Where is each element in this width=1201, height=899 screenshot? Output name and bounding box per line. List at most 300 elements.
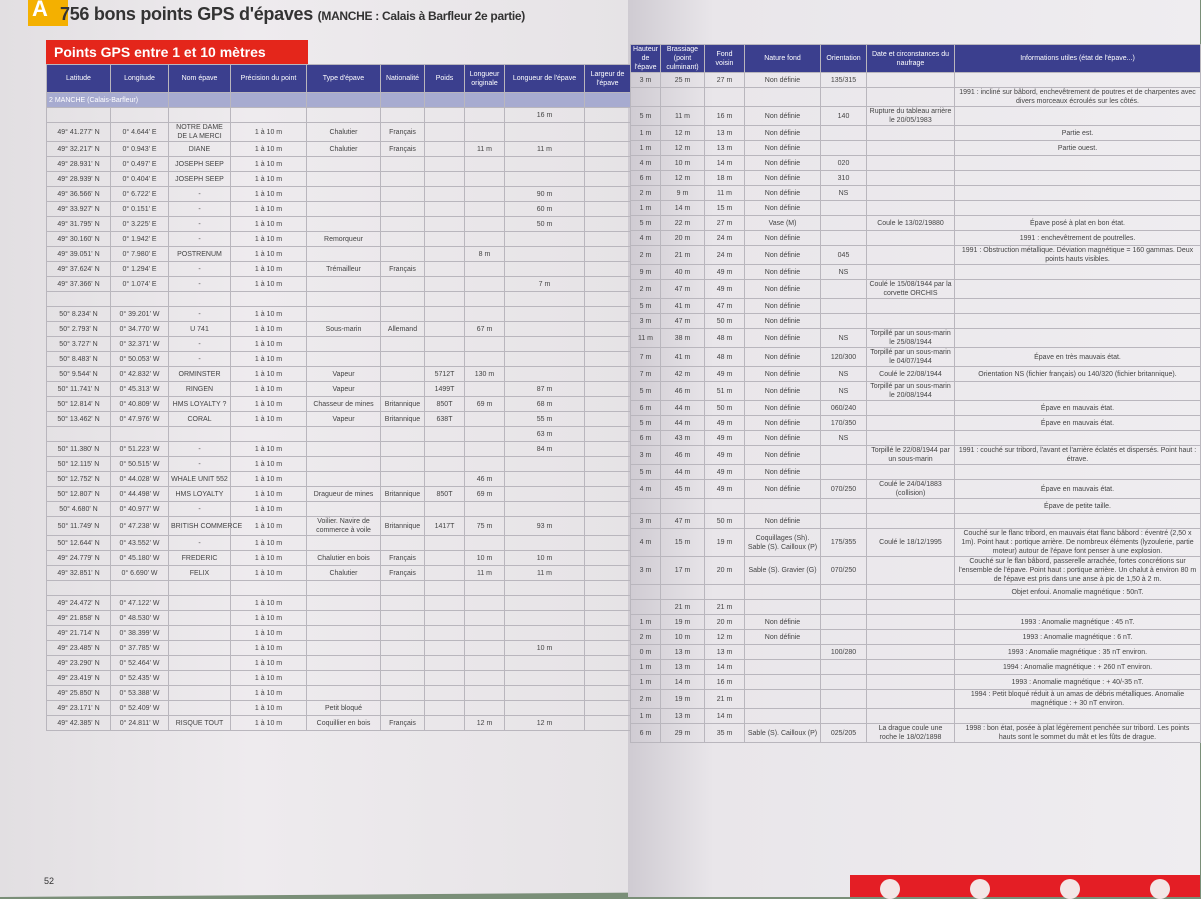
table-cell: Non définie: [745, 126, 821, 141]
table-cell: [745, 675, 821, 690]
table-cell: CORAL: [169, 412, 231, 427]
table-cell: 49° 23.485' N: [47, 641, 111, 656]
table-cell: 21 m: [705, 600, 745, 615]
table-cell: -: [169, 277, 231, 292]
table-cell: 47 m: [661, 514, 705, 529]
table-cell: [465, 352, 505, 367]
table-cell: Voilier. Navire de commerce à voile: [307, 517, 381, 536]
table-cell: [307, 202, 381, 217]
table-cell: 1993 : Anomalie magnétique : 35 nT environ.: [955, 645, 1201, 660]
table-cell: [505, 536, 585, 551]
table-cell: [955, 299, 1201, 314]
title-subtitle: (MANCHE : Calais à Barfleur 2e partie): [317, 9, 525, 23]
table-cell: 1991 : couché sur tribord, l'avant et l'arrière éclatés et dispersés. Point haut : étrave.: [955, 446, 1201, 465]
table-cell: 2 m: [631, 630, 661, 645]
table-cell: 50° 12.807' N: [47, 487, 111, 502]
table-cell: [381, 307, 425, 322]
table-cell: 1 à 10 m: [231, 596, 307, 611]
table-cell: [381, 442, 425, 457]
table-cell: [381, 502, 425, 517]
table-cell: [585, 93, 631, 108]
table-cell: [381, 596, 425, 611]
table-cell: HMS LOYALTY ?: [169, 397, 231, 412]
table-cell: [821, 585, 867, 600]
table-cell: [169, 108, 231, 123]
table-cell: [465, 502, 505, 517]
table-row: [631, 557, 1201, 585]
table-cell: [867, 585, 955, 600]
table-row: [631, 201, 1201, 216]
right-table: [630, 44, 1201, 743]
table-cell: [307, 611, 381, 626]
table-cell: 0° 47.238' W: [111, 517, 169, 536]
table-cell: 12 m: [505, 716, 585, 731]
table-cell: 0° 3.225' E: [111, 217, 169, 232]
table-cell: [821, 88, 867, 107]
table-cell: 49 m: [705, 280, 745, 299]
table-cell: 1 à 10 m: [231, 352, 307, 367]
table-cell: 49 m: [705, 431, 745, 446]
table-row: [631, 630, 1201, 645]
table-cell: [381, 367, 425, 382]
table-cell: [465, 701, 505, 716]
table-cell: [381, 172, 425, 187]
table-cell: 49 m: [705, 465, 745, 480]
table-cell: [231, 581, 307, 596]
table-cell: [307, 581, 381, 596]
table-cell: [425, 427, 465, 442]
table-cell: 48 m: [705, 348, 745, 367]
table-cell: 4 m: [631, 480, 661, 499]
table-cell: 21 m: [661, 600, 705, 615]
table-cell: [307, 442, 381, 457]
left-header-row: [47, 65, 631, 93]
table-cell: [867, 675, 955, 690]
table-cell: 27 m: [705, 73, 745, 88]
table-cell: 11 m: [661, 107, 705, 126]
table-cell: 29 m: [661, 724, 705, 743]
table-cell: [425, 566, 465, 581]
table-cell: Non définie: [745, 348, 821, 367]
table-cell: [381, 93, 425, 108]
table-cell: [867, 600, 955, 615]
table-cell: [111, 581, 169, 596]
table-cell: 10 m: [465, 551, 505, 566]
table-cell: [661, 499, 705, 514]
table-cell: -: [169, 262, 231, 277]
table-cell: [307, 457, 381, 472]
table-cell: 0° 47.976' W: [111, 412, 169, 427]
table-cell: 1 à 10 m: [231, 701, 307, 716]
table-cell: [867, 171, 955, 186]
table-row: [47, 487, 631, 502]
table-cell: 175/355: [821, 529, 867, 557]
table-cell: [745, 645, 821, 660]
table-cell: 1993 : Anomalie magnétique : 6 nT.: [955, 630, 1201, 645]
table-cell: Chalutier: [307, 566, 381, 581]
table-cell: [307, 596, 381, 611]
table-row: [47, 397, 631, 412]
table-cell: Partie ouest.: [955, 141, 1201, 156]
table-cell: [585, 337, 631, 352]
title-text: 756 bons points GPS d'épaves: [60, 4, 313, 24]
table-cell: 0° 45.313' W: [111, 382, 169, 397]
table-cell: Chasseur de mines: [307, 397, 381, 412]
table-row: [47, 217, 631, 232]
table-cell: HMS LOYALTY: [169, 487, 231, 502]
table-cell: [307, 686, 381, 701]
page-number: 52: [44, 876, 55, 886]
table-cell: [821, 660, 867, 675]
table-cell: 19 m: [705, 529, 745, 557]
table-cell: 1 à 10 m: [231, 517, 307, 536]
table-cell: -: [169, 502, 231, 517]
table-cell: [585, 108, 631, 123]
table-cell: [381, 157, 425, 172]
table-cell: [505, 93, 585, 108]
table-cell: 13 m: [705, 141, 745, 156]
table-cell: 47 m: [661, 314, 705, 329]
table-row: [631, 690, 1201, 709]
table-row: [47, 142, 631, 157]
table-cell: 0° 24.811' W: [111, 716, 169, 731]
table-row: [47, 536, 631, 551]
table-cell: Torpillé le 22/08/1944 par un sous-marin: [867, 446, 955, 465]
table-cell: [425, 172, 465, 187]
table-cell: 0° 7.980' E: [111, 247, 169, 262]
table-cell: [465, 277, 505, 292]
right-header-5: Date et circonstances du naufrage: [867, 45, 955, 73]
table-cell: Couché sur le flanc tribord, en mauvais état flanc bâbord : éventré (2,50 x 1m). Point haut : portique arrière. De nombreux éléments (lyzoulerie, partie moteur) autour de l'épave font penser à une explosion.: [955, 529, 1201, 557]
table-cell: 44 m: [661, 401, 705, 416]
table-cell: [585, 427, 631, 442]
table-cell: 49 m: [705, 265, 745, 280]
table-cell: 3 m: [631, 557, 661, 585]
table-cell: NS: [821, 329, 867, 348]
table-cell: 49 m: [705, 446, 745, 465]
table-cell: Coule le 13/02/19880: [867, 216, 955, 231]
table-cell: 67 m: [465, 322, 505, 337]
table-cell: [425, 581, 465, 596]
table-cell: [381, 701, 425, 716]
table-cell: [821, 514, 867, 529]
table-cell: 50 m: [705, 514, 745, 529]
table-row: [631, 645, 1201, 660]
table-cell: 10 m: [661, 156, 705, 171]
table-cell: 1991 : incliné sur bâbord, enchevêtrement de poutres et de charpentes avec divers morceaux écroulés sur les côtés.: [955, 88, 1201, 107]
table-cell: 0° 32.371' W: [111, 337, 169, 352]
table-cell: Non définie: [745, 171, 821, 186]
table-cell: 1 à 10 m: [231, 502, 307, 517]
table-cell: [585, 232, 631, 247]
table-cell: 44 m: [661, 416, 705, 431]
table-cell: 11 m: [705, 186, 745, 201]
table-cell: [169, 581, 231, 596]
table-cell: Coulé le 15/08/1944 par la corvette ORCHIS: [867, 280, 955, 299]
table-cell: 045: [821, 246, 867, 265]
table-cell: [821, 446, 867, 465]
table-row: [47, 202, 631, 217]
table-cell: 18 m: [705, 171, 745, 186]
table-cell: 50° 4.680' N: [47, 502, 111, 517]
table-cell: 0° 1.942' E: [111, 232, 169, 247]
table-row: [631, 480, 1201, 499]
left-header-8: Longueur de l'épave: [505, 65, 585, 93]
table-cell: JOSEPH SEEP: [169, 157, 231, 172]
table-cell: [381, 217, 425, 232]
table-cell: 1 à 10 m: [231, 217, 307, 232]
table-cell: [47, 581, 111, 596]
table-cell: 1 à 10 m: [231, 397, 307, 412]
table-row: [631, 675, 1201, 690]
table-cell: 1991 : Obstruction métallique. Déviation magnétique = 160 gammas. Deux points hauts visibles.: [955, 246, 1201, 265]
table-cell: 11 m: [631, 329, 661, 348]
table-cell: NOTRE DAME DE LA MERCI: [169, 123, 231, 142]
table-cell: [465, 626, 505, 641]
table-row: [631, 401, 1201, 416]
table-cell: [111, 292, 169, 307]
table-cell: 49° 32.851' N: [47, 566, 111, 581]
table-cell: [381, 626, 425, 641]
table-cell: 4 m: [631, 156, 661, 171]
table-cell: 68 m: [505, 397, 585, 412]
table-cell: [169, 596, 231, 611]
table-cell: [307, 292, 381, 307]
table-row: [631, 265, 1201, 280]
left-header-0: Latitude: [47, 65, 111, 93]
table-cell: 1 m: [631, 141, 661, 156]
table-cell: Non définie: [745, 431, 821, 446]
table-cell: [307, 641, 381, 656]
table-cell: 13 m: [661, 645, 705, 660]
table-cell: [505, 656, 585, 671]
table-cell: [47, 292, 111, 307]
table-row: [47, 187, 631, 202]
table-cell: Non définie: [745, 107, 821, 126]
table-cell: 14 m: [661, 675, 705, 690]
table-cell: [307, 352, 381, 367]
table-cell: 40 m: [661, 265, 705, 280]
table-row: [631, 499, 1201, 514]
table-row: [631, 231, 1201, 246]
table-cell: 5712T: [425, 367, 465, 382]
table-cell: [425, 337, 465, 352]
table-row: [47, 382, 631, 397]
left-header-6: Poids: [425, 65, 465, 93]
table-cell: [381, 427, 425, 442]
table-cell: [505, 262, 585, 277]
table-cell: [585, 307, 631, 322]
table-row: [631, 367, 1201, 382]
left-table-body: [47, 93, 631, 731]
table-cell: 9 m: [661, 186, 705, 201]
table-row: [631, 246, 1201, 265]
table-cell: 87 m: [505, 382, 585, 397]
table-cell: [425, 626, 465, 641]
table-cell: 1417T: [425, 517, 465, 536]
table-cell: 0° 50.515' W: [111, 457, 169, 472]
table-cell: FREDERIC: [169, 551, 231, 566]
table-row: [631, 600, 1201, 615]
table-cell: 1 à 10 m: [231, 262, 307, 277]
table-cell: 38 m: [661, 329, 705, 348]
table-cell: [425, 108, 465, 123]
table-cell: 49° 30.160' N: [47, 232, 111, 247]
table-cell: 25 m: [661, 73, 705, 88]
table-cell: [381, 581, 425, 596]
left-header-7: Longueur originale: [465, 65, 505, 93]
table-cell: [381, 641, 425, 656]
table-row: [631, 73, 1201, 88]
table-cell: 0° 42.832' W: [111, 367, 169, 382]
table-cell: -: [169, 442, 231, 457]
table-cell: 46 m: [661, 446, 705, 465]
table-cell: 1 à 10 m: [231, 656, 307, 671]
table-row: [47, 641, 631, 656]
table-cell: 49° 31.795' N: [47, 217, 111, 232]
table-cell: [381, 472, 425, 487]
table-row: [631, 156, 1201, 171]
table-cell: [745, 709, 821, 724]
table-cell: 20 m: [705, 557, 745, 585]
table-cell: Torpillé par un sous-marin le 25/08/1944: [867, 329, 955, 348]
table-cell: 120/300: [821, 348, 867, 367]
table-cell: [425, 93, 465, 108]
left-header-3: Précision du point: [231, 65, 307, 93]
table-cell: [381, 292, 425, 307]
table-cell: [307, 247, 381, 262]
right-header-row: [631, 45, 1201, 73]
table-cell: 12 m: [661, 126, 705, 141]
table-cell: 1 à 10 m: [231, 626, 307, 641]
table-cell: 12 m: [661, 141, 705, 156]
table-cell: [505, 581, 585, 596]
table-cell: [585, 581, 631, 596]
table-cell: [585, 686, 631, 701]
table-cell: [821, 126, 867, 141]
table-cell: 060/240: [821, 401, 867, 416]
table-cell: [867, 431, 955, 446]
table-cell: 0° 47.122' W: [111, 596, 169, 611]
right-header-4: Orientation: [821, 45, 867, 73]
table-cell: 10 m: [505, 551, 585, 566]
table-cell: 6 m: [631, 401, 661, 416]
table-cell: Sable (S). Cailloux (P): [745, 724, 821, 743]
table-row: [47, 262, 631, 277]
table-cell: 1 à 10 m: [231, 472, 307, 487]
table-cell: [745, 600, 821, 615]
table-cell: Britannique: [381, 517, 425, 536]
table-row: [631, 709, 1201, 724]
table-cell: [465, 217, 505, 232]
right-table-body: [631, 73, 1201, 743]
table-cell: 49° 23.290' N: [47, 656, 111, 671]
table-row: [631, 446, 1201, 465]
table-cell: [661, 88, 705, 107]
table-cell: [867, 299, 955, 314]
table-cell: [425, 701, 465, 716]
section-label-row: [47, 93, 631, 108]
table-cell: Chalutier: [307, 123, 381, 142]
table-row: [47, 517, 631, 536]
table-cell: [955, 201, 1201, 216]
table-cell: 070/250: [821, 557, 867, 585]
table-cell: [505, 457, 585, 472]
table-cell: 10 m: [661, 630, 705, 645]
table-cell: [585, 322, 631, 337]
table-cell: 1 m: [631, 709, 661, 724]
table-row: [47, 581, 631, 596]
table-row: [631, 299, 1201, 314]
table-row: [47, 307, 631, 322]
table-cell: [867, 557, 955, 585]
table-cell: [955, 171, 1201, 186]
table-cell: 0° 48.530' W: [111, 611, 169, 626]
table-cell: 50° 9.544' N: [47, 367, 111, 382]
table-cell: [381, 277, 425, 292]
table-cell: [307, 472, 381, 487]
table-cell: [585, 551, 631, 566]
table-cell: 49° 33.927' N: [47, 202, 111, 217]
table-cell: Non définie: [745, 446, 821, 465]
table-cell: 49° 21.858' N: [47, 611, 111, 626]
table-row: [47, 367, 631, 382]
table-cell: [307, 656, 381, 671]
table-row: [47, 108, 631, 123]
table-cell: Épave de petite taille.: [955, 499, 1201, 514]
table-cell: 1 à 10 m: [231, 611, 307, 626]
table-cell: [111, 427, 169, 442]
table-cell: 48 m: [705, 329, 745, 348]
table-cell: 46 m: [661, 382, 705, 401]
table-cell: 0° 34.770' W: [111, 322, 169, 337]
table-cell: 1 à 10 m: [231, 307, 307, 322]
table-cell: 0° 50.053' W: [111, 352, 169, 367]
table-cell: La drague coule une roche le 18/02/1898: [867, 724, 955, 743]
table-cell: [425, 232, 465, 247]
table-cell: [465, 427, 505, 442]
table-cell: [505, 157, 585, 172]
table-cell: Non définie: [745, 231, 821, 246]
table-cell: [821, 600, 867, 615]
table-cell: Coquillier en bois: [307, 716, 381, 731]
table-cell: Coulé le 24/04/1883 (collision): [867, 480, 955, 499]
table-cell: [631, 600, 661, 615]
table-cell: 49 m: [705, 480, 745, 499]
table-cell: 20 m: [705, 615, 745, 630]
table-cell: 13 m: [661, 709, 705, 724]
table-cell: 50° 12.115' N: [47, 457, 111, 472]
table-cell: Orientation NS (fichier français) ou 140/320 (fichier britannique).: [955, 367, 1201, 382]
table-cell: [169, 626, 231, 641]
table-cell: Non définie: [745, 401, 821, 416]
table-cell: [465, 686, 505, 701]
table-cell: [505, 611, 585, 626]
table-cell: Français: [381, 262, 425, 277]
table-cell: [505, 352, 585, 367]
table-cell: [425, 247, 465, 262]
table-cell: [585, 442, 631, 457]
table-cell: [425, 123, 465, 142]
table-cell: [505, 472, 585, 487]
table-cell: 20 m: [661, 231, 705, 246]
table-cell: 16 m: [505, 108, 585, 123]
table-cell: 0° 39.201' W: [111, 307, 169, 322]
table-cell: Partie est.: [955, 126, 1201, 141]
table-cell: 41 m: [661, 299, 705, 314]
table-cell: 0° 0.151' E: [111, 202, 169, 217]
table-cell: [505, 686, 585, 701]
